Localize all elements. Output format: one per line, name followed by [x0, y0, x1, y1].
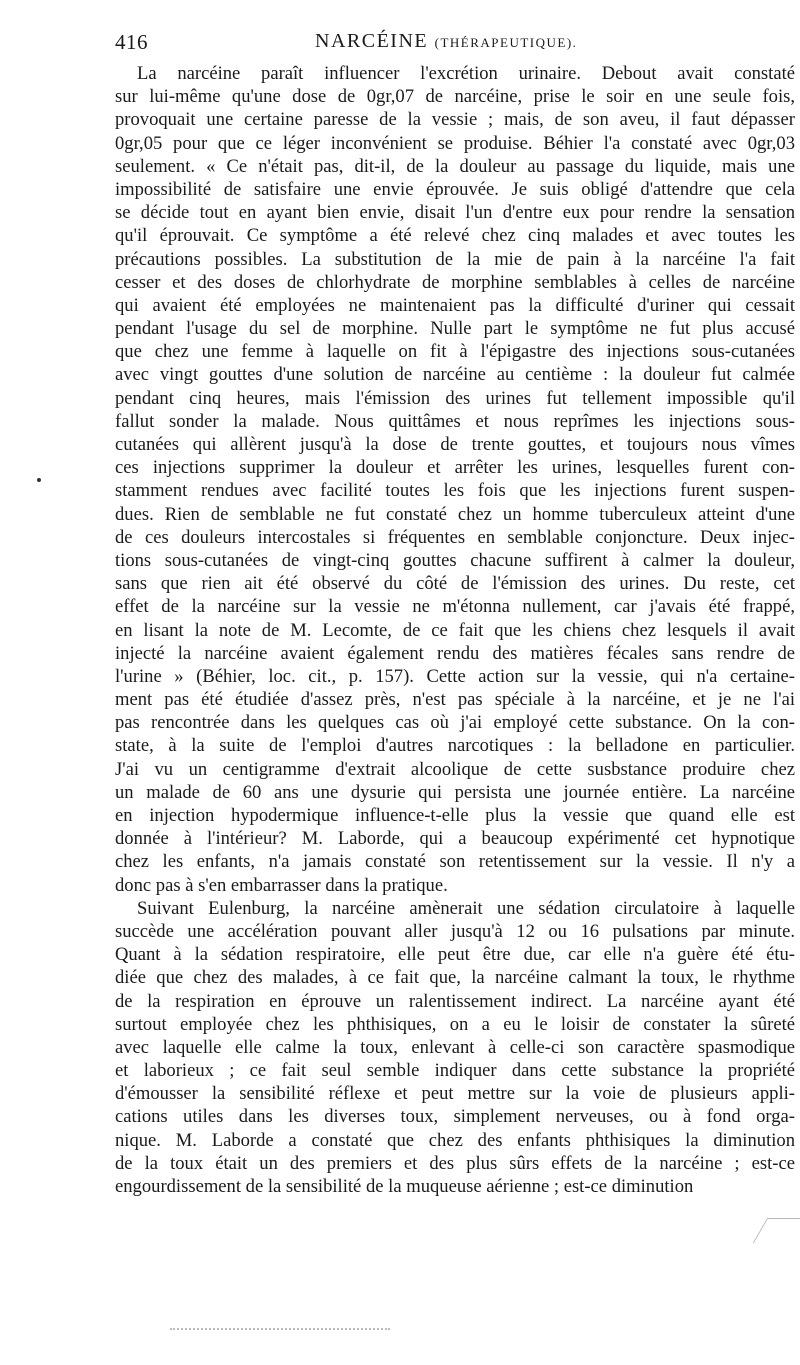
text-line: de la toux était un des premiers et des plus sûrs effets de la narcéine ; est-ce: [115, 1152, 795, 1174]
text-line: nique. M. Laborde a constaté que chez des enfants phthisiques la diminution: [115, 1129, 795, 1151]
text-line: diée que chez des malades, à ce fait que, la narcéine calmant la toux, le rhythme: [115, 967, 795, 989]
text-line: state, à la suite de l'emploi d'autres narcotiques : la belladone en particulier.: [115, 735, 795, 757]
text-line: ces injections supprimer la douleur et arrêter les urines, lesquelles furent con-: [115, 457, 795, 479]
text-line: pas rencontrée dans les quelques cas où j'ai employé cette substance. On la con-: [115, 712, 795, 734]
text-line: Suivant Eulenburg, la narcéine amènerait une sédation circulatoire à laquelle: [137, 897, 795, 919]
text-line: en injection hypodermique influence-t-elle plus la vessie que quand elle est: [115, 805, 795, 826]
margin-mark: [37, 478, 41, 482]
text-line: se décide tout en ayant bien envie, disait l'un d'entre eux pour rendre la sensation: [115, 202, 795, 224]
text-line: en lisant la note de M. Lecomte, de ce fait que les chiens chez lesquels il avait: [115, 619, 795, 641]
text-line: provoquait une certaine paresse de la vessie ; mais, de son aveu, il faut dépasser: [115, 109, 795, 131]
text-line: de ces douleurs intercostales si fréquentes en semblable conjoncture. Deux injec-: [115, 526, 795, 548]
text-line: dues. Rien de semblable ne fut constaté chez un homme tuberculeux atteint d'une: [115, 503, 795, 525]
text-line: pendant l'usage du sel de morphine. Nulle part le symptôme ne fut plus accusé: [115, 318, 795, 340]
text-line: surtout employée chez les phthisiques, on a eu le loisir de constater la sûreté: [115, 1013, 795, 1035]
page-number: 416: [115, 30, 148, 54]
page-corner-mark: [753, 1218, 800, 1243]
text-line: un malade de 60 ans une dysurie qui persista une journée entière. La narcéine: [115, 781, 795, 803]
text-line: La narcéine paraît influencer l'excrétion urinaire. Debout avait constaté: [137, 63, 795, 84]
text-line: d'émousser la sensibilité réflexe et peut mettre sur la voie de plusieurs appli-: [115, 1083, 795, 1105]
text-line: tions sous-cutanées de vingt-cinq gouttes chacune suffirent à calmer la douleur,: [115, 549, 795, 571]
running-head-title: NARCÉINE: [315, 30, 429, 52]
text-line: qu'il éprouvait. Ce symptôme a été relevé chez cinq malades et avec toutes les: [115, 225, 795, 247]
text-line: sur lui-même qu'une dose de 0gr,07 de narcéine, prise le soir en une seule fois,: [115, 86, 795, 108]
text-line: donnée à l'intérieur? M. Laborde, qui a beaucoup expérimenté cet hypnotique: [115, 828, 795, 850]
text-line: l'urine » (Béhier, loc. cit., p. 157). Cette action sur la vessie, qui n'a certaine-: [115, 665, 795, 687]
text-line: avec vingt gouttes d'une solution de narcéine au centième : la douleur fut calmée: [115, 364, 795, 386]
text-line: cesser et des doses de chlorhydrate de morphine semblables à celles de narcéine: [115, 271, 795, 293]
text-line: injecté la narcéine avaient également rendu des matières fécales sans rendre de: [115, 642, 795, 664]
text-line: 0gr,05 pour que ce léger inconvénient se produise. Béhier l'a constaté avec 0gr,03: [115, 132, 795, 154]
running-head: [315, 30, 577, 53]
text-line: que chez une femme à laquelle on fit à l'épigastre des injections sous-cutanées: [115, 341, 795, 363]
text-line: cutanées qui allèrent jusqu'à la dose de trente gouttes, et toujours nous vîmes: [115, 434, 795, 455]
text-line: de la respiration en éprouve un ralentissement indirect. La narcéine ayant été: [115, 990, 795, 1012]
text-line: cations utiles dans les diverses toux, simplement nerveuses, ou à fond orga-: [115, 1106, 795, 1128]
text-line: ment pas été étudiée d'assez près, n'est pas spéciale à la narcéine, et je ne l'ai: [115, 689, 795, 711]
text-line: engourdissement de la sensibilité de la muqueuse aérienne ; est-ce diminution: [115, 1176, 694, 1197]
footer-scan-marks: [170, 1328, 390, 1334]
text-line: sans que rien ait été observé du côté de l'émission des urines. Du reste, cet: [115, 573, 795, 595]
text-line: chez les enfants, n'a jamais constaté son retentissement sur la vessie. Il n'y a: [115, 851, 795, 873]
text-line: succède une accélération pouvant aller jusqu'à 12 ou 16 pulsations par minute.: [115, 920, 795, 942]
text-line: qui avaient été employées ne maintenaient pas la difficulté d'uriner qui cessait: [115, 294, 795, 316]
text-line: avec laquelle elle calme la toux, enlevant à celle-ci son caractère spasmodique: [115, 1036, 795, 1058]
text-line: effet de la narcéine sur la vessie ne m'étonna nullement, car j'avais été frappé,: [115, 596, 795, 618]
body-text: [115, 62, 795, 1198]
text-line: donc pas à s'en embarrasser dans la pratique.: [115, 874, 448, 896]
text-line: impossibilité de satisfaire une envie éprouvée. Je suis obligé d'attendre que cela: [115, 178, 795, 200]
text-line: Quant à la sédation respiratoire, elle peut être due, car elle n'a guère été étu-: [115, 944, 795, 966]
text-line: précautions possibles. La substitution de la mie de pain à la narcéine l'a fait: [115, 248, 795, 270]
text-line: seulement. « Ce n'était pas, dit-il, de la douleur au passage du liquide, mais une: [115, 155, 795, 177]
text-line: J'ai vu un centigramme d'extrait alcoolique de cette susbstance produire chez: [115, 758, 795, 780]
text-line: fallut sonder la malade. Nous quittâmes et nous reprîmes les injections sous-: [115, 410, 795, 432]
page-header: [115, 30, 795, 56]
running-head-subtitle: (THÉRAPEUTIQUE).: [434, 35, 578, 50]
text-line: pendant cinq heures, mais l'émission des urines fut tellement impossible qu'il: [115, 387, 795, 409]
text-line: stamment rendues avec facilité toutes les fois que les injections furent suspen-: [115, 480, 795, 502]
text-line: et laborieux ; ce fait seul semble indiquer dans cette substance la propriété: [115, 1060, 795, 1082]
